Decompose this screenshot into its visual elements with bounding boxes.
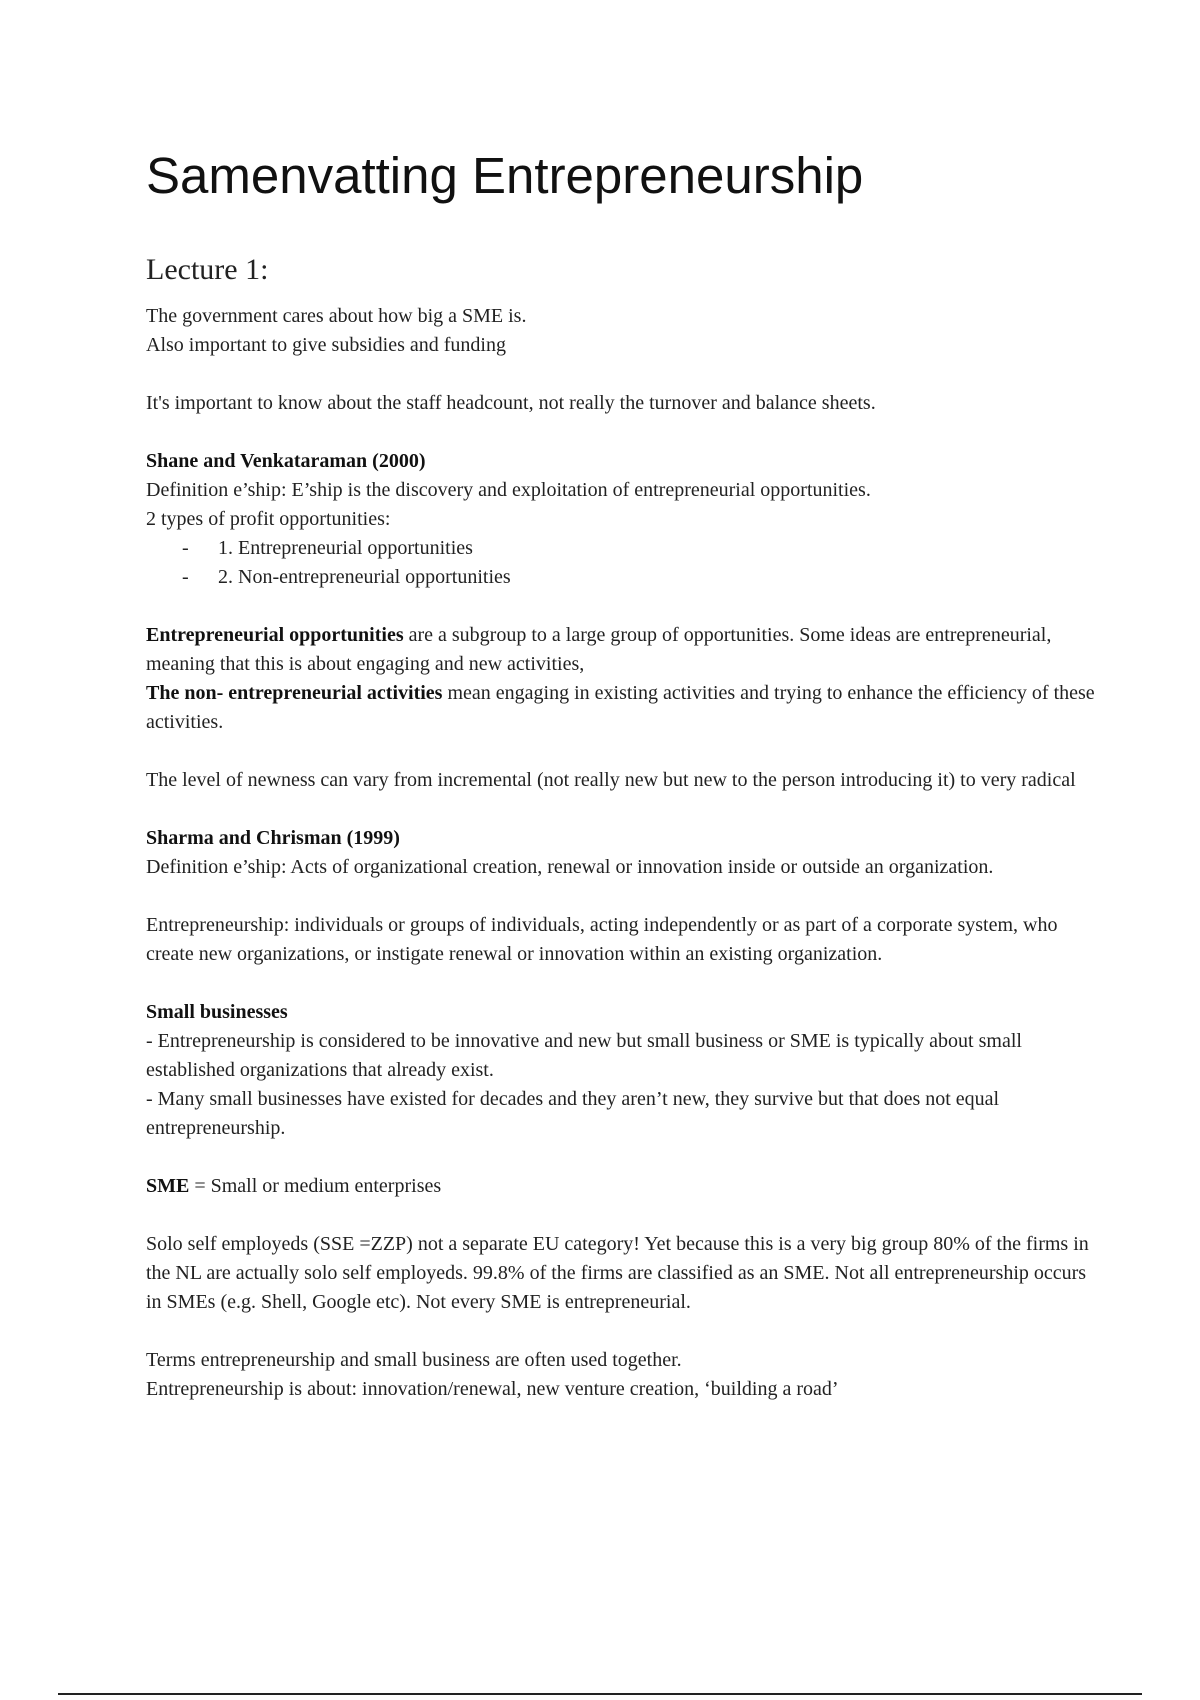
sharma-section xyxy=(146,824,1106,882)
headcount-paragraph xyxy=(146,389,1106,418)
intro-line-1: The government cares about how big a SME is. xyxy=(146,305,527,327)
solo-self-employed-text: Solo self employeds (SSE =ZZP) not a separate EU category! Yet because this is a very big group 80% of the firms in the NL are actually solo self employeds. 99.8% of the firms are classified as an SME. Not all entrepreneurship occurs in SMEs (e.g. Shell, Google etc). Not every SME is entrepreneurial. xyxy=(146,1233,1089,1313)
list-dash: - xyxy=(182,566,189,588)
headcount-text: It's important to know about the staff headcount, not really the turnover and balance sheets. xyxy=(146,392,876,414)
sme-paragraph xyxy=(146,1172,1106,1201)
profit-types-list xyxy=(146,534,1106,592)
newness-text: The level of newness can vary from incremental (not really new but new to the person introducing it) to very radical xyxy=(146,769,1076,791)
sme-text xyxy=(146,1172,1106,1201)
opportunities-text-2 xyxy=(146,679,1106,737)
newness-paragraph xyxy=(146,766,1106,795)
opportunities-text-1 xyxy=(146,621,1106,679)
list-item xyxy=(182,563,1106,592)
term-entrepreneurial-opportunities: Entrepreneurial opportunities xyxy=(146,624,404,646)
footer-divider xyxy=(58,1693,1142,1695)
intro-paragraph xyxy=(146,302,1106,360)
intro-line-2: Also important to give subsidies and funding xyxy=(146,334,506,356)
list-item-text: 1. Entrepreneurial opportunities xyxy=(218,537,473,559)
shane-section xyxy=(146,447,1106,592)
solo-self-employed-paragraph xyxy=(146,1230,1106,1317)
list-dash: - xyxy=(182,537,189,559)
small-businesses-point-2: - Many small businesses have existed for decades and they aren’t new, they survive but that does not equal entrepreneurship. xyxy=(146,1088,1000,1139)
lecture-heading: Lecture 1: xyxy=(146,253,269,286)
entrepreneurship-definition-paragraph xyxy=(146,911,1106,969)
opportunities-description-1: are a subgroup to a large group of opportunities. Some ideas are entrepreneurial, meaning that this is about engaging and new activities, xyxy=(146,624,1052,675)
list-item-text: 2. Non-entrepreneurial opportunities xyxy=(218,566,511,588)
opportunities-description-2: mean engaging in existing activities and trying to enhance the efficiency of these activities. xyxy=(146,682,1095,733)
terms-line-1: Terms entrepreneurship and small business are often used together. xyxy=(146,1349,682,1371)
sharma-definition: Definition e’ship: Acts of organizational creation, renewal or innovation inside or outside an organization. xyxy=(146,856,994,878)
sme-definition: = Small or medium enterprises xyxy=(189,1175,442,1197)
shane-heading: Shane and Venkataraman (2000) xyxy=(146,450,426,472)
sharma-heading: Sharma and Chrisman (1999) xyxy=(146,827,400,849)
small-businesses-point-1: - Entrepreneurship is considered to be innovative and new but small business or SME is typically about small established organizations that already exist. xyxy=(146,1030,1022,1081)
small-businesses-section xyxy=(146,998,1106,1143)
opportunities-paragraph xyxy=(146,621,1106,737)
document-content xyxy=(146,140,1106,1404)
document-title: Samenvatting Entrepreneurship xyxy=(146,147,864,204)
shane-types-intro: 2 types of profit opportunities: xyxy=(146,508,391,530)
sme-term: SME xyxy=(146,1175,190,1197)
term-non-entrepreneurial-activities: The non- entrepreneurial activities xyxy=(146,682,443,704)
list-item xyxy=(182,534,1106,563)
terms-paragraph xyxy=(146,1346,1106,1404)
small-businesses-heading: Small businesses xyxy=(146,1001,288,1023)
shane-definition: Definition e’ship: E’ship is the discovery and exploitation of entrepreneurial opportunities. xyxy=(146,479,871,501)
entrepreneurship-definition-text: Entrepreneurship: individuals or groups of individuals, acting independently or as part of a corporate system, who create new organizations, or instigate renewal or innovation within an existing organization. xyxy=(146,914,1058,965)
terms-line-2: Entrepreneurship is about: innovation/renewal, new venture creation, ‘building a road’ xyxy=(146,1378,839,1400)
